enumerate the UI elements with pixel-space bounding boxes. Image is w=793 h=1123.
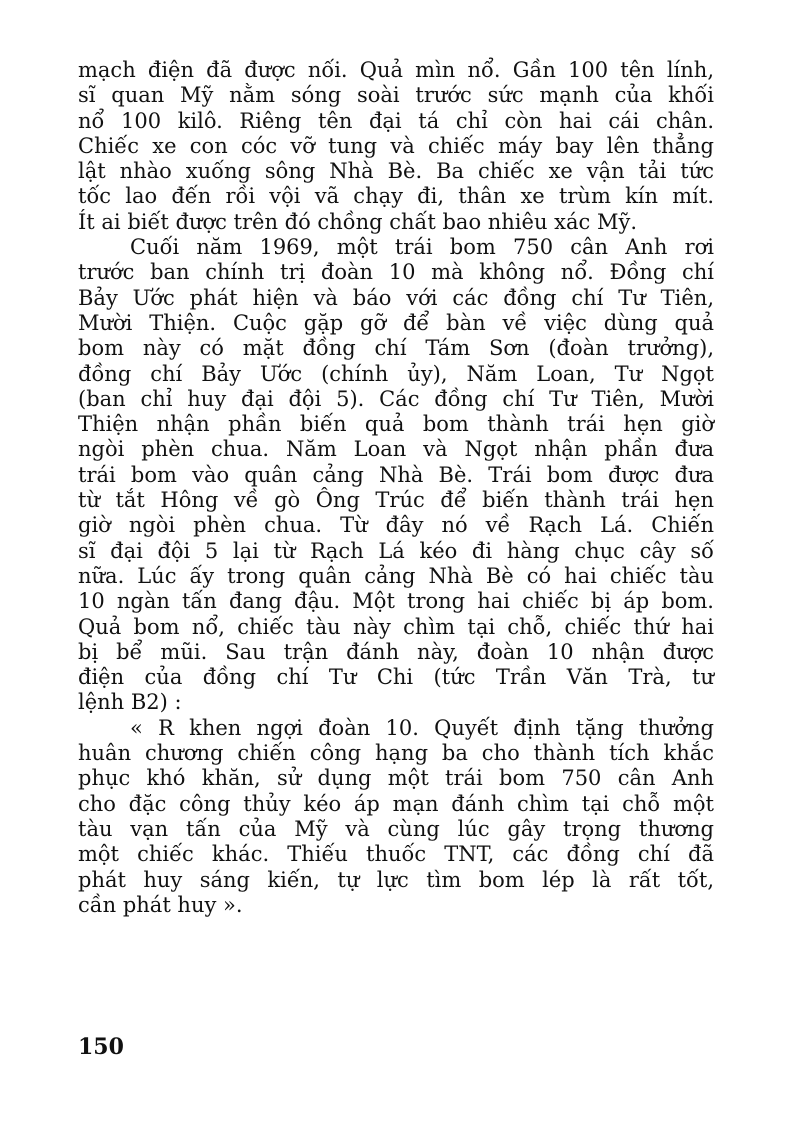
text-line: bom này có mặt đồng chí Tám Sơn (đoàn trưởng), [78,336,714,361]
text-line: Cuối năm 1969, một trái bom 750 cân Anh rơi [130,235,714,260]
text-line: « R khen ngợi đoàn 10. Quyết định tặng thưởng [130,715,714,740]
text-line: lệnh B2) : [78,690,182,715]
text-line: phát huy sáng kiến, tự lực tìm bom lép là rất tốt, [78,867,714,892]
text-line: Chiếc xe con cóc vỡ tung và chiếc máy bay lên thẳng [78,133,714,158]
text-line: trước ban chính trị đoàn 10 mà không nổ. Đồng chí [78,260,714,285]
text-line: điện của đồng chí Tư Chi (tức Trần Văn Trà, tư [78,665,714,690]
text-line: huân chương chiến công hạng ba cho thành tích khắc [78,741,714,766]
page-number: 150 [78,1034,124,1060]
text-line: 10 ngàn tấn đang đậu. Một trong hai chiếc bị áp bom. [78,589,714,614]
paragraph-1 [78,58,714,235]
text-line: ngòi phèn chua. Năm Loan và Ngọt nhận phần đưa [78,437,714,462]
text-line: Bảy Ước phát hiện và báo với các đồng chí Tư Tiên, [78,285,714,310]
paragraph-3 [78,716,714,918]
text-line: bị bể mũi. Sau trận đánh này, đoàn 10 nhận được [78,639,714,664]
text-line: đồng chí Bảy Ước (chính ủy), Năm Loan, Tư Ngọt [78,361,714,386]
text-line: Mười Thiện. Cuộc gặp gỡ để bàn về việc dùng quả [78,310,714,335]
paragraph-2 [78,235,714,716]
text-line: trái bom vào quân cảng Nhà Bè. Trái bom được đưa [78,462,714,487]
text-line: Thiện nhận phần biến quả bom thành trái hẹn giờ [78,412,714,437]
text-line: cho đặc công thủy kéo áp mạn đánh chìm tại chỗ một [78,791,714,816]
text-line: Quả bom nổ, chiếc tàu này chìm tại chỗ, chiếc thứ hai [78,614,714,639]
text-line: nữa. Lúc ấy trong quân cảng Nhà Bè có hai chiếc tàu [78,563,714,588]
text-line: (ban chỉ huy đại đội 5). Các đồng chí Tư Tiên, Mười [78,386,714,411]
text-line: giờ ngòi phèn chua. Từ đây nó về Rạch Lá. Chiến [78,513,714,538]
text-line: tốc lao đến rồi vội vã chạy đi, thân xe trùm kín mít. [78,184,714,209]
text-line: cần phát huy ». [78,892,243,917]
text-line: lật nhào xuống sông Nhà Bè. Ba chiếc xe vận tải tức [78,159,714,184]
text-line: từ tắt Hông về gò Ông Trúc để biến thành trái hẹn [78,488,714,513]
text-line: một chiếc khác. Thiếu thuốc TNT, các đồng chí đã [78,842,714,867]
text-line: tàu vạn tấn của Mỹ và cùng lúc gây trọng thương [78,816,714,841]
text-line: sĩ đại đội 5 lại từ Rạch Lá kéo đi hàng chục cây số [78,538,714,563]
text-line: sĩ quan Mỹ nằm sóng soài trước sức mạnh của khối [78,83,714,108]
text-line: Ít ai biết được trên đó chồng chất bao nhiêu xác Mỹ. [78,209,637,234]
text-line: phục khó khăn, sử dụng một trái bom 750 cân Anh [78,766,714,791]
text-line: mạch điện đã được nối. Quả mìn nổ. Gần 100 tên lính, [78,58,714,82]
text-line: nổ 100 kilô. Riêng tên đại tá chỉ còn hai cái chân. [78,108,714,133]
page-body [78,58,714,918]
